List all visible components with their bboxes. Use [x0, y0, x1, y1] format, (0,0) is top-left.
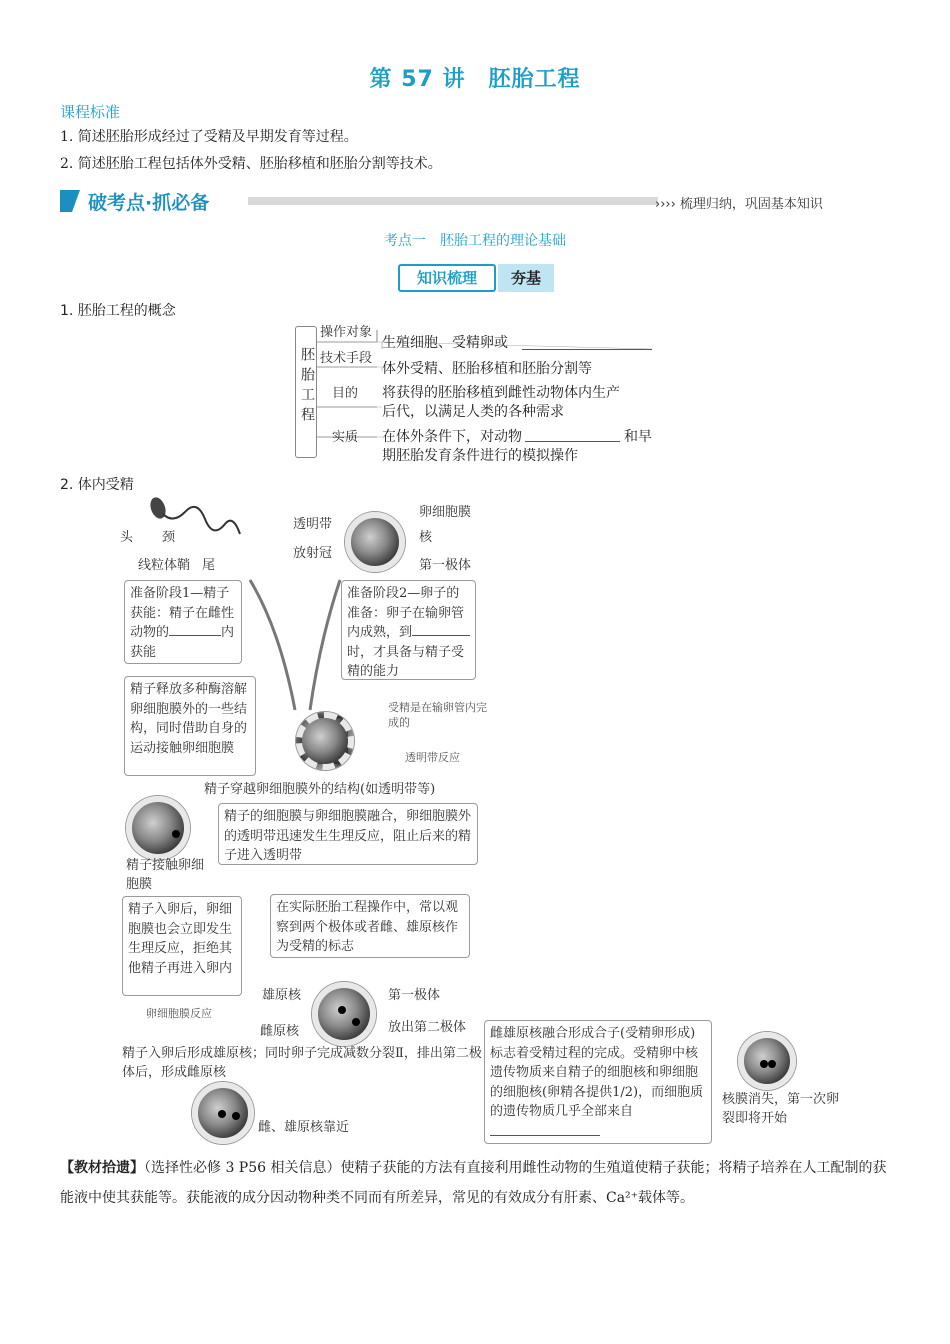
concept-text: 后代，以满足人类的各种需求 — [382, 404, 564, 420]
membrane-reaction-box: 精子入卵后，卵细胞膜也会立即发生生理反应，拒绝其他精子再进入卵内 — [122, 896, 242, 996]
sperm-tail-label: 尾 — [202, 558, 216, 573]
tag-foundation: 夯基 — [498, 264, 554, 292]
concept-text: 生殖细胞、受精卵或 — [382, 335, 508, 351]
zygote-box — [484, 1020, 712, 1144]
box-text: 雌雄原核融合形成合子(受精卵形成)标志着受精过程的完成。受精卵中核遗传物质来自精子的细胞核和卵细胞的细胞核(卵精各提供1/2)，而细胞质的遗传物质几乎全部来自 — [490, 1026, 704, 1119]
sperm-neck-label: 颈 — [162, 530, 176, 545]
nucleus-dot — [232, 1112, 240, 1120]
banner-title: 破考点·抓必备 — [88, 192, 210, 214]
contact-label: 精子接触卵细胞膜 — [126, 858, 205, 892]
male-pronucleus-label: 雄原核 — [262, 988, 302, 1003]
nucleus-dot — [760, 1060, 768, 1068]
enzyme-release-box: 精子释放多种酶溶解卵细胞膜外的一些结构，同时借助自身的运动接触卵细胞膜 — [124, 676, 256, 776]
egg-nucleus-label: 核 — [419, 530, 433, 545]
arrows — [240, 570, 480, 720]
handwritten-note: 受精是在输卵管内完成的 — [388, 701, 487, 729]
zona-reaction-box: 精子的细胞膜与卵细胞膜融合，卵细胞膜外的透明带迅速发生生理反应，阻止后来的精子进入透明带 — [218, 803, 478, 865]
section-subheading: 考点一 胚胎工程的理论基础 — [384, 233, 566, 249]
box-text: 准备阶段1—精子获能：精子在雌性动物的 — [130, 586, 235, 640]
handwritten-note: 透明带反应 — [405, 751, 460, 764]
section-1-heading: 1. 胚胎工程的概念 — [60, 303, 176, 319]
egg-with-sperm-illustration — [296, 712, 354, 770]
concept-root: 胚胎工程 — [299, 347, 315, 427]
standard-label: 课程标准 — [60, 103, 121, 121]
sperm-head-label: 头 — [120, 530, 134, 545]
concept-label: 实质 — [332, 430, 359, 445]
sperm-mid-label: 线粒体鞘 — [138, 558, 191, 573]
cross-zona-text: 精子穿越卵细胞膜外的结构(如透明带等) — [204, 782, 436, 797]
tag-knowledge: 知识梳理 — [398, 264, 496, 292]
concept-label: 技术手段 — [320, 351, 373, 366]
polar1-label: 第一极体 — [388, 988, 441, 1003]
concept-label: 操作对象 — [320, 325, 373, 340]
concept-root-box — [295, 326, 317, 458]
egg-polar-label: 第一极体 — [419, 558, 472, 573]
pronuclei-egg-illustration — [312, 982, 376, 1046]
concept-text: 期胚胎发育条件进行的模拟操作 — [382, 448, 578, 464]
female-pronucleus-label: 雌原核 — [260, 1024, 300, 1039]
concept-text: 将获得的胚胎移植到雌性动物体内生产 — [382, 385, 620, 401]
textbook-note — [60, 1153, 890, 1213]
handwritten-note: 卵细胞膜反应 — [146, 1007, 212, 1020]
egg-cell-illustration — [345, 512, 405, 572]
concept-text: 体外受精、胚胎移植和胚胎分割等 — [382, 361, 592, 377]
standard-item: 1. 简述胚胎形成经过了受精及早期发育等过程。 — [60, 129, 358, 145]
note-text: （选择性必修 3 P56 相关信息）使精子获能的方法有直接利用雌性动物的生殖道使精子获能；将精子培养在人工配制的获能液中使其获能等。获能液的成分因动物种类不同而有所差异，常见的有效成分有肝素、Ca²⁺载体等。 — [60, 1160, 887, 1206]
nucleus-dot — [352, 1018, 360, 1026]
egg-zona-label: 透明带 — [293, 517, 333, 532]
blank-line — [522, 336, 652, 350]
box-text: 准备阶段2—卵子的准备：卵子在输卵管内成熟，到 — [347, 586, 465, 640]
knowledge-tag — [398, 264, 554, 292]
nucleus-dot — [768, 1060, 776, 1068]
box-text: 内获能 — [130, 625, 235, 660]
concept-label: 目的 — [332, 386, 359, 401]
approach-label: 雌、雄原核靠近 — [258, 1120, 350, 1135]
page-title: 第 57 讲 胚胎工程 — [369, 67, 581, 92]
blank-line — [525, 428, 620, 442]
concept-text: 在体外条件下，对动物 — [382, 429, 522, 445]
egg-corona-label: 放射冠 — [293, 546, 333, 561]
nucleus-dot — [338, 1006, 346, 1014]
banner-subtitle: ›››› 梳理归纳，巩固基本知识 — [655, 197, 823, 212]
sperm-illustration — [125, 494, 245, 549]
concept-text: 和早 — [624, 429, 652, 445]
nucleus-dot — [172, 830, 180, 838]
note-label: 【教材拾遗】 — [60, 1160, 144, 1176]
standard-item: 2. 简述胚胎工程包括体外受精、胚胎移植和胚胎分割等技术。 — [60, 156, 442, 172]
pronucleus-formation-text: 精子入卵后形成雄原核；同时卵子完成减数分裂Ⅱ，排出第二极体后，形成雌原核 — [122, 1046, 482, 1080]
first-cleavage-label: 核膜消失，第一次卵裂即将开始 — [722, 1092, 840, 1126]
sperm-contact-egg-illustration — [126, 796, 190, 860]
egg-membrane-label: 卵细胞膜 — [419, 505, 472, 520]
section-2-heading: 2. 体内受精 — [60, 477, 134, 493]
box-text: 时，才具备与精子受精的能力 — [347, 644, 465, 679]
polar2-label: 放出第二极体 — [388, 1020, 467, 1035]
nucleus-dot — [218, 1110, 226, 1118]
prep-stage-1-box — [124, 580, 242, 664]
fertilization-sign-box: 在实际胚胎工程操作中，常以观察到两个极体或者雌、雄原核作为受精的标志 — [270, 894, 470, 958]
